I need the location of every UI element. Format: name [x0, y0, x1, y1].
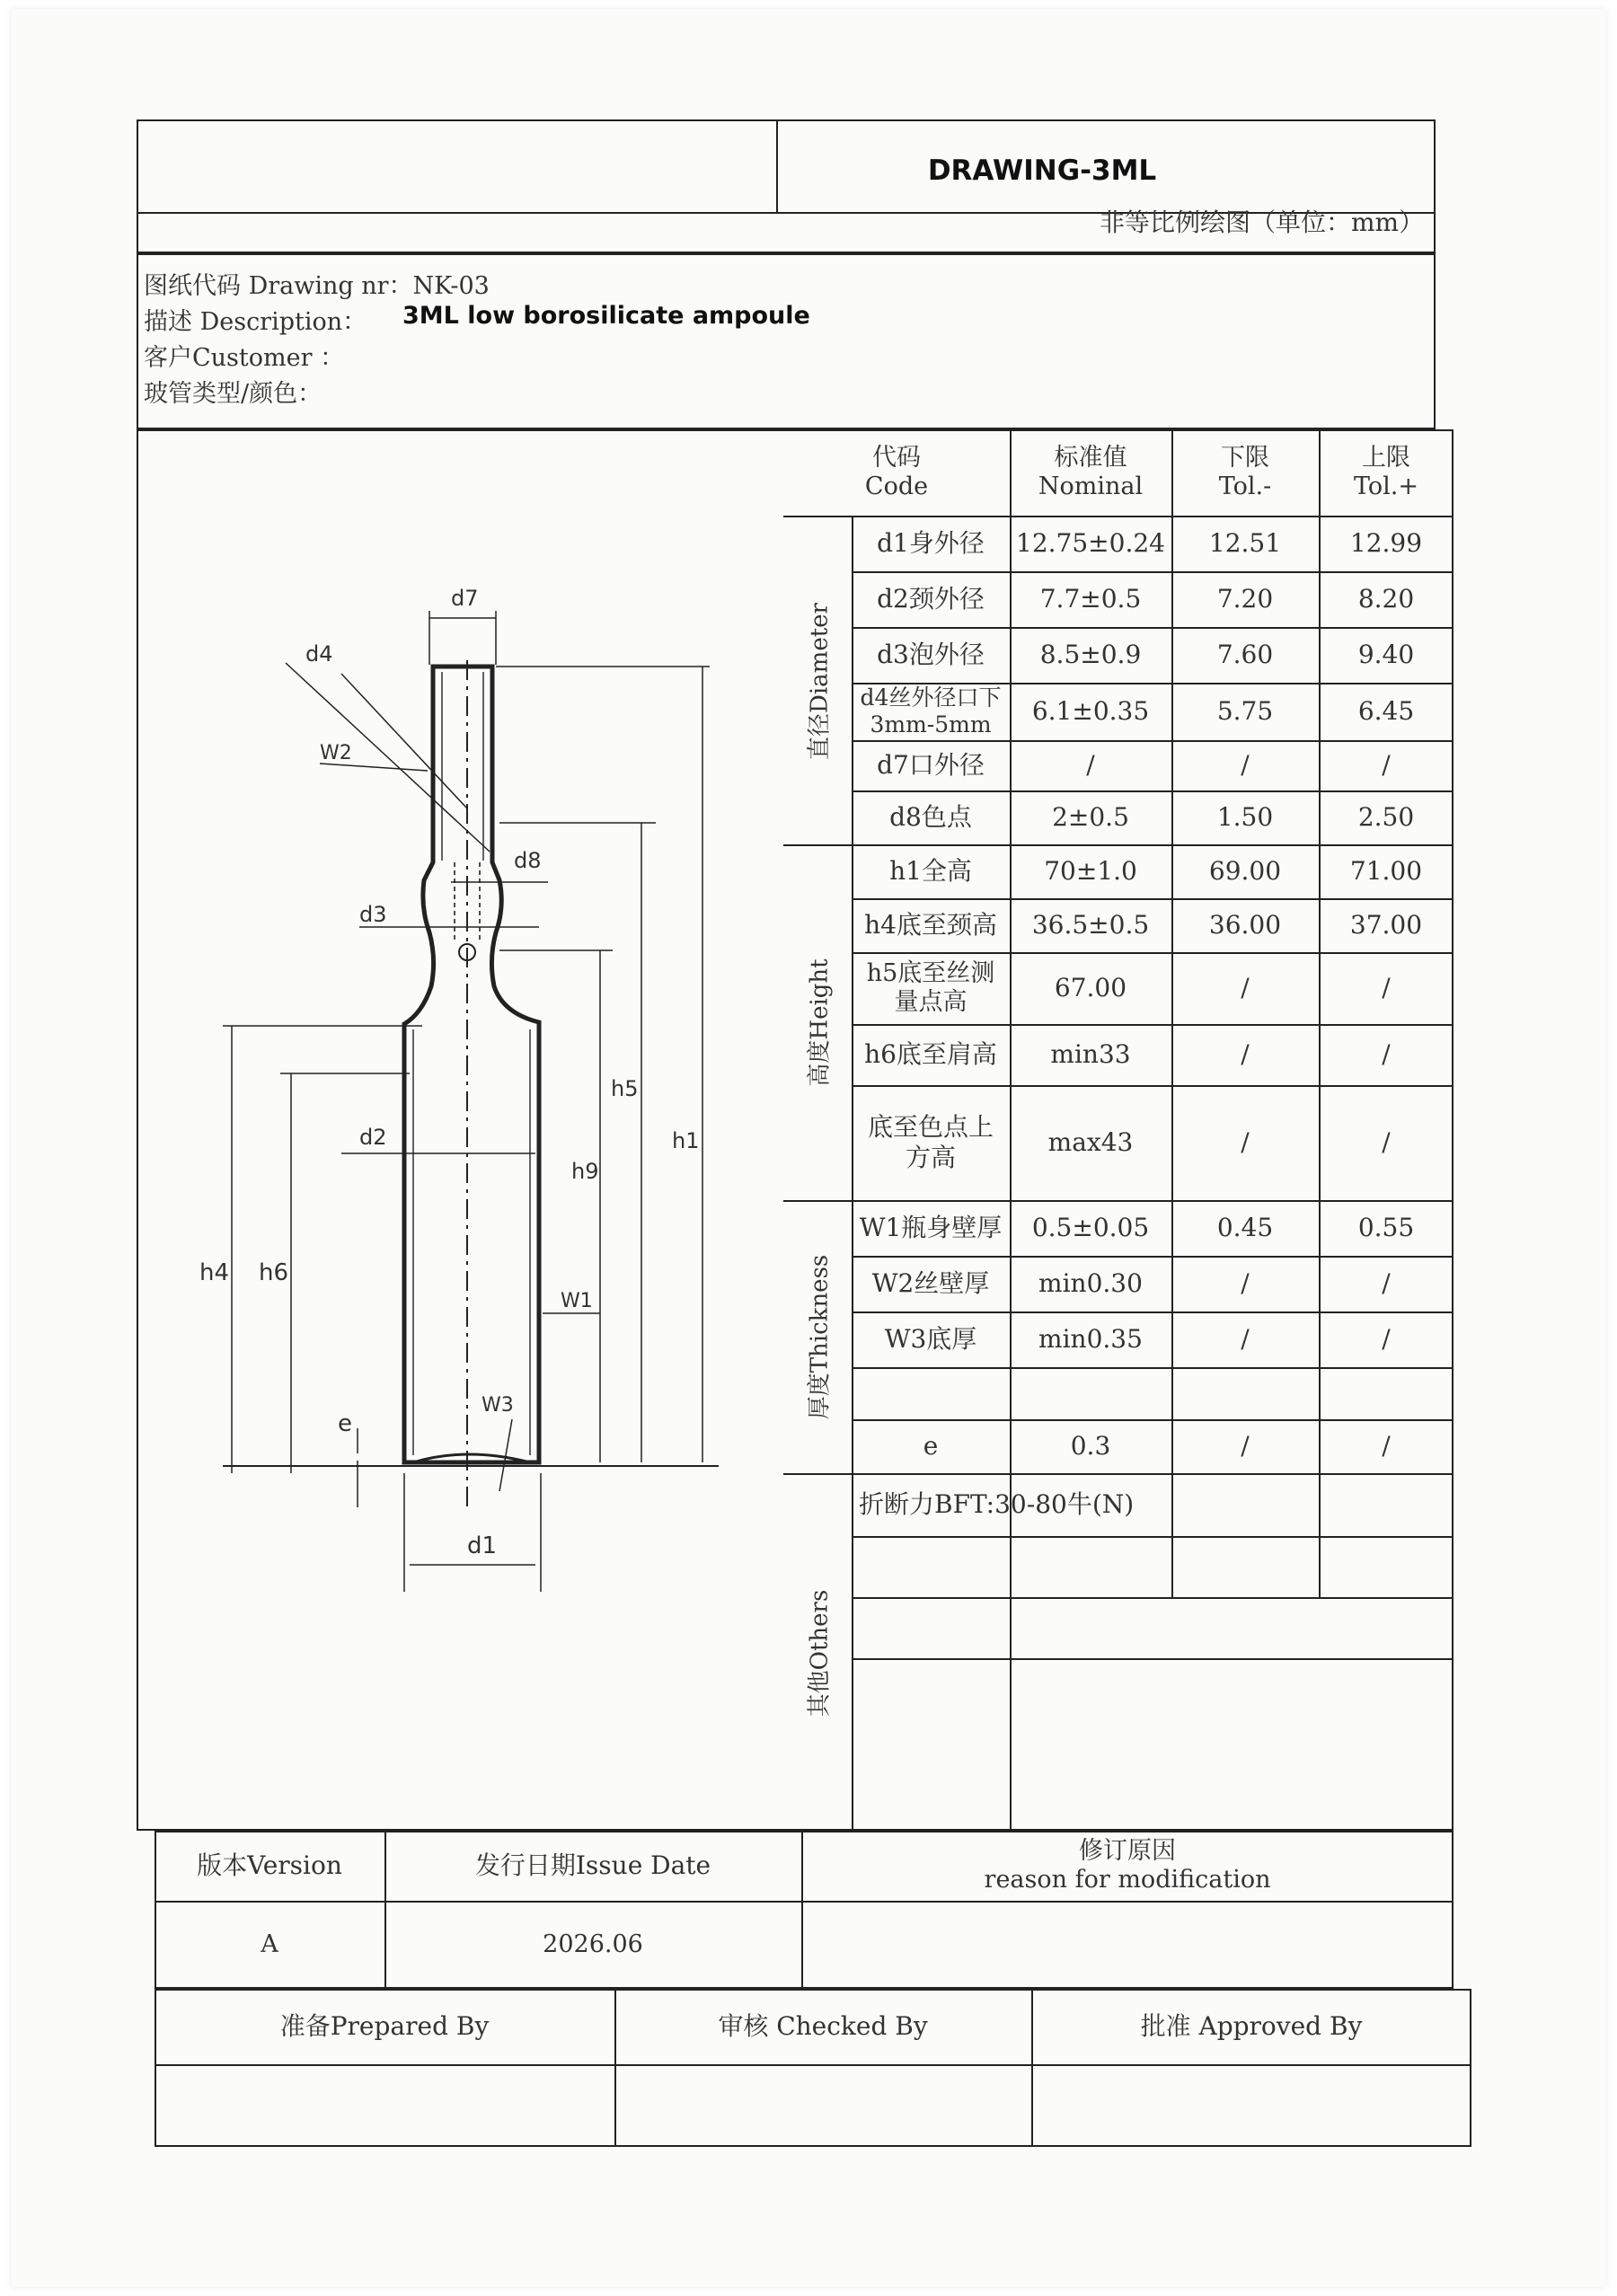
description-value: 3ML low borosilicate ampoule [402, 302, 810, 330]
reason-label: 修订原因 reason for modification [984, 1836, 1271, 1894]
group-height: 高度Height [806, 958, 834, 1087]
label-h6: h6 [259, 1259, 289, 1286]
checked-by-signature [614, 2064, 1031, 2147]
label-d7: d7 [451, 586, 479, 611]
bft-note: 折断力BFT:30-80牛(N) [859, 1489, 1135, 1520]
label-d2: d2 [359, 1125, 387, 1150]
checked-by-label: 审核 Checked By [718, 2011, 928, 2042]
scale-note: 非等比例绘图（单位：mm） [1100, 208, 1425, 237]
label-w3: W3 [482, 1394, 514, 1417]
label-h5: h5 [611, 1076, 639, 1101]
header-split [776, 119, 778, 212]
label-d8: d8 [514, 848, 542, 873]
prepared-by-label: 准备Prepared By [279, 2011, 490, 2042]
ampoule-technical-drawing [151, 440, 798, 1644]
group-others: 其他Others [806, 1589, 834, 1718]
version-value: A [261, 1930, 278, 1958]
header-code: 代码 Code [864, 443, 929, 500]
tube-type-label: 玻管类型/颜色： [144, 380, 323, 408]
drawing-number: 图纸代码 Drawing nr：NK-03 [144, 272, 490, 300]
header-lower: 下限 Tol.- [1218, 443, 1272, 500]
customer-label: 客户Customer ： [144, 344, 345, 372]
issue-date-label: 发行日期Issue Date [474, 1850, 711, 1881]
group-thickness: 厚度Thickness [806, 1254, 834, 1420]
label-w2: W2 [320, 742, 352, 764]
header-upper: 上限 Tol.+ [1353, 443, 1418, 500]
label-d1: d1 [467, 1532, 498, 1559]
drawing-title: DRAWING-3ML [927, 155, 1157, 187]
approved-by-label: 批准 Approved By [1140, 2011, 1363, 2042]
group-diameter: 直径Diameter [806, 603, 834, 760]
label-h4: h4 [199, 1259, 230, 1286]
description-label: 描述 Description： [144, 308, 367, 336]
label-w1: W1 [561, 1290, 593, 1312]
approved-by-signature [1031, 2064, 1471, 2147]
label-d3: d3 [359, 902, 387, 927]
others-blank-row [852, 1536, 1454, 1658]
ampoule-outline [404, 667, 539, 1462]
label-d4: d4 [305, 641, 333, 667]
label-h1: h1 [672, 1128, 700, 1153]
issue-date-value: 2026.06 [543, 1930, 643, 1958]
label-h9: h9 [571, 1159, 599, 1184]
version-label: 版本Version [197, 1850, 342, 1881]
spec-table: 代码 Code 标准值 Nominal 下限 Tol.- 上限 Tol.+ 直径Diameter 高度Height 厚度Thickness 其他Others d1身外径 12.75±0.24 12.51 12.99 d2颈外径 7.7±0.5 7.20 8.20 d3泡外径 8.5±0.9 7.60 9.40 d4丝外径口下3mm-5mm 6.1±0.35 5.75 6.45 d7口外径 / / / d8色点 2±0.5 1.50 2.50 h1全高 70±1.0 69.00 71.00 h4底至颈高 36.5±0.5 36.00 37.00 h5底至丝测量点高 67.00 / / h6底至肩高 min33 / / 底至色点上方高 max43 / / W1瓶身壁厚 0.5±0.05 0.45 0.55 W2丝壁厚 min0.30 / / W3底厚 min0.35 / / e 0.3 / / 折断力BFT:30-80牛(N) [783, 429, 1454, 1831]
label-e: e [338, 1410, 352, 1437]
header-nominal: 标准值 Nominal [1038, 443, 1144, 500]
reason-value [801, 1901, 1454, 1989]
prepared-by-signature [155, 2064, 614, 2147]
